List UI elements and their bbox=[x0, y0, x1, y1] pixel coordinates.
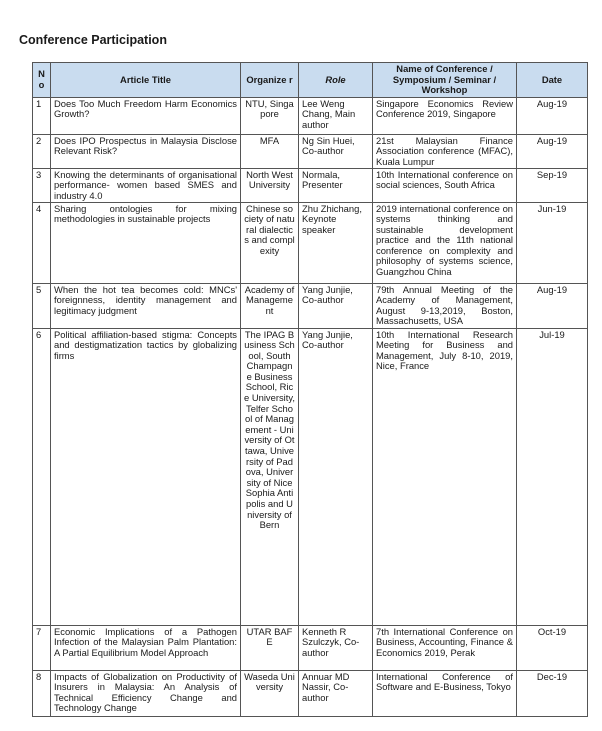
cell-title: Political affiliation-based stigma: Concepts and destigmatization tactics by globalizing firms bbox=[51, 328, 241, 625]
cell-conference: 21st Malaysian Finance Association conference (MFAC), Kuala Lumpur bbox=[373, 134, 517, 168]
cell-no: 7 bbox=[33, 625, 51, 670]
table-row bbox=[33, 134, 588, 168]
cell-date: Aug-19 bbox=[517, 97, 588, 134]
table-header-row bbox=[33, 63, 588, 98]
cell-title: When the hot tea becomes cold: MNCs' foreignness, identity management and legitimacy judgment bbox=[51, 283, 241, 328]
cell-organizer: Chinese society of natural dialectics and complexity bbox=[241, 202, 299, 283]
header-conference: Name of Conference / Symposium / Seminar / Workshop bbox=[373, 63, 517, 98]
cell-conference: 10th International conference on social sciences, South Africa bbox=[373, 168, 517, 202]
table-row bbox=[33, 328, 588, 625]
cell-date: Aug-19 bbox=[517, 283, 588, 328]
cell-date: Sep-19 bbox=[517, 168, 588, 202]
cell-date: Jun-19 bbox=[517, 202, 588, 283]
cell-role: Yang Junjie, Co-author bbox=[299, 283, 373, 328]
header-article-title: Article Title bbox=[51, 63, 241, 98]
cell-organizer: Waseda University bbox=[241, 670, 299, 716]
cell-role: Yang Junjie, Co-author bbox=[299, 328, 373, 625]
header-no: N o bbox=[33, 63, 51, 98]
cell-conference: International Conference of Software and E-Business, Tokyo bbox=[373, 670, 517, 716]
header-organizer: Organize r bbox=[241, 63, 299, 98]
cell-organizer: Academy of Management bbox=[241, 283, 299, 328]
cell-role: Kenneth R Szulczyk, Co-author bbox=[299, 625, 373, 670]
conference-table bbox=[32, 62, 588, 717]
cell-organizer: The IPAG Business School, South Champagne Business School, Rice University, Telfer School of Management - University of Ottawa, University of Padova, University of Nice Sophia Antipolis and University of Bern bbox=[241, 328, 299, 625]
table-row bbox=[33, 168, 588, 202]
cell-conference: Singapore Economics Review Conference 2019, Singapore bbox=[373, 97, 517, 134]
cell-title: Knowing the determinants of organisational performance- women based SMES and industry 4.0 bbox=[51, 168, 241, 202]
table-row bbox=[33, 97, 588, 134]
cell-date: Aug-19 bbox=[517, 134, 588, 168]
cell-conference: 2019 international conference on systems thinking and sustainable development practice and the 11th national conference on complexity and philosophy of systems science, Guangzhou China bbox=[373, 202, 517, 283]
cell-organizer: MFA bbox=[241, 134, 299, 168]
section-title: Conference Participation bbox=[19, 33, 167, 47]
cell-role: Ng Sin Huei, Co-author bbox=[299, 134, 373, 168]
cell-title: Impacts of Globalization on Productivity of Insurers in Malaysia: An Analysis of Technical Efficiency Change and Technology Change bbox=[51, 670, 241, 716]
cell-no: 4 bbox=[33, 202, 51, 283]
header-role: Role bbox=[299, 63, 373, 98]
cell-conference: 10th International Research Meeting for Business and Management, July 8-10, 2019, Nice, France bbox=[373, 328, 517, 625]
cell-organizer: NTU, Singapore bbox=[241, 97, 299, 134]
cell-conference: 79th Annual Meeting of the Academy of Management, August 9-13,2019, Boston, Massachusetts, USA bbox=[373, 283, 517, 328]
cell-no: 6 bbox=[33, 328, 51, 625]
cell-role: Lee Weng Chang, Main author bbox=[299, 97, 373, 134]
cell-organizer: North West University bbox=[241, 168, 299, 202]
table-row bbox=[33, 283, 588, 328]
cell-date: Dec-19 bbox=[517, 670, 588, 716]
table-row bbox=[33, 202, 588, 283]
table-row bbox=[33, 625, 588, 670]
cell-no: 3 bbox=[33, 168, 51, 202]
cell-title: Does Too Much Freedom Harm Economics Growth? bbox=[51, 97, 241, 134]
table-row bbox=[33, 670, 588, 716]
cell-date: Oct-19 bbox=[517, 625, 588, 670]
cell-no: 2 bbox=[33, 134, 51, 168]
cell-role: Zhu Zhichang, Keynote speaker bbox=[299, 202, 373, 283]
header-date: Date bbox=[517, 63, 588, 98]
cell-no: 8 bbox=[33, 670, 51, 716]
cell-no: 1 bbox=[33, 97, 51, 134]
cell-date: Jul-19 bbox=[517, 328, 588, 625]
cell-title: Does IPO Prospectus in Malaysia Disclose Relevant Risk? bbox=[51, 134, 241, 168]
cell-title: Economic Implications of a Pathogen Infection of the Malaysian Palm Plantation: A Partial Equilibrium Model Approach bbox=[51, 625, 241, 670]
cell-no: 5 bbox=[33, 283, 51, 328]
cell-organizer: UTAR BAFE bbox=[241, 625, 299, 670]
cell-role: Normala, Presenter bbox=[299, 168, 373, 202]
cell-title: Sharing ontologies for mixing methodologies in sustainable projects bbox=[51, 202, 241, 283]
cell-conference: 7th International Conference on Business, Accounting, Finance & Economics 2019, Perak bbox=[373, 625, 517, 670]
cell-role: Annuar MD Nassir, Co-author bbox=[299, 670, 373, 716]
